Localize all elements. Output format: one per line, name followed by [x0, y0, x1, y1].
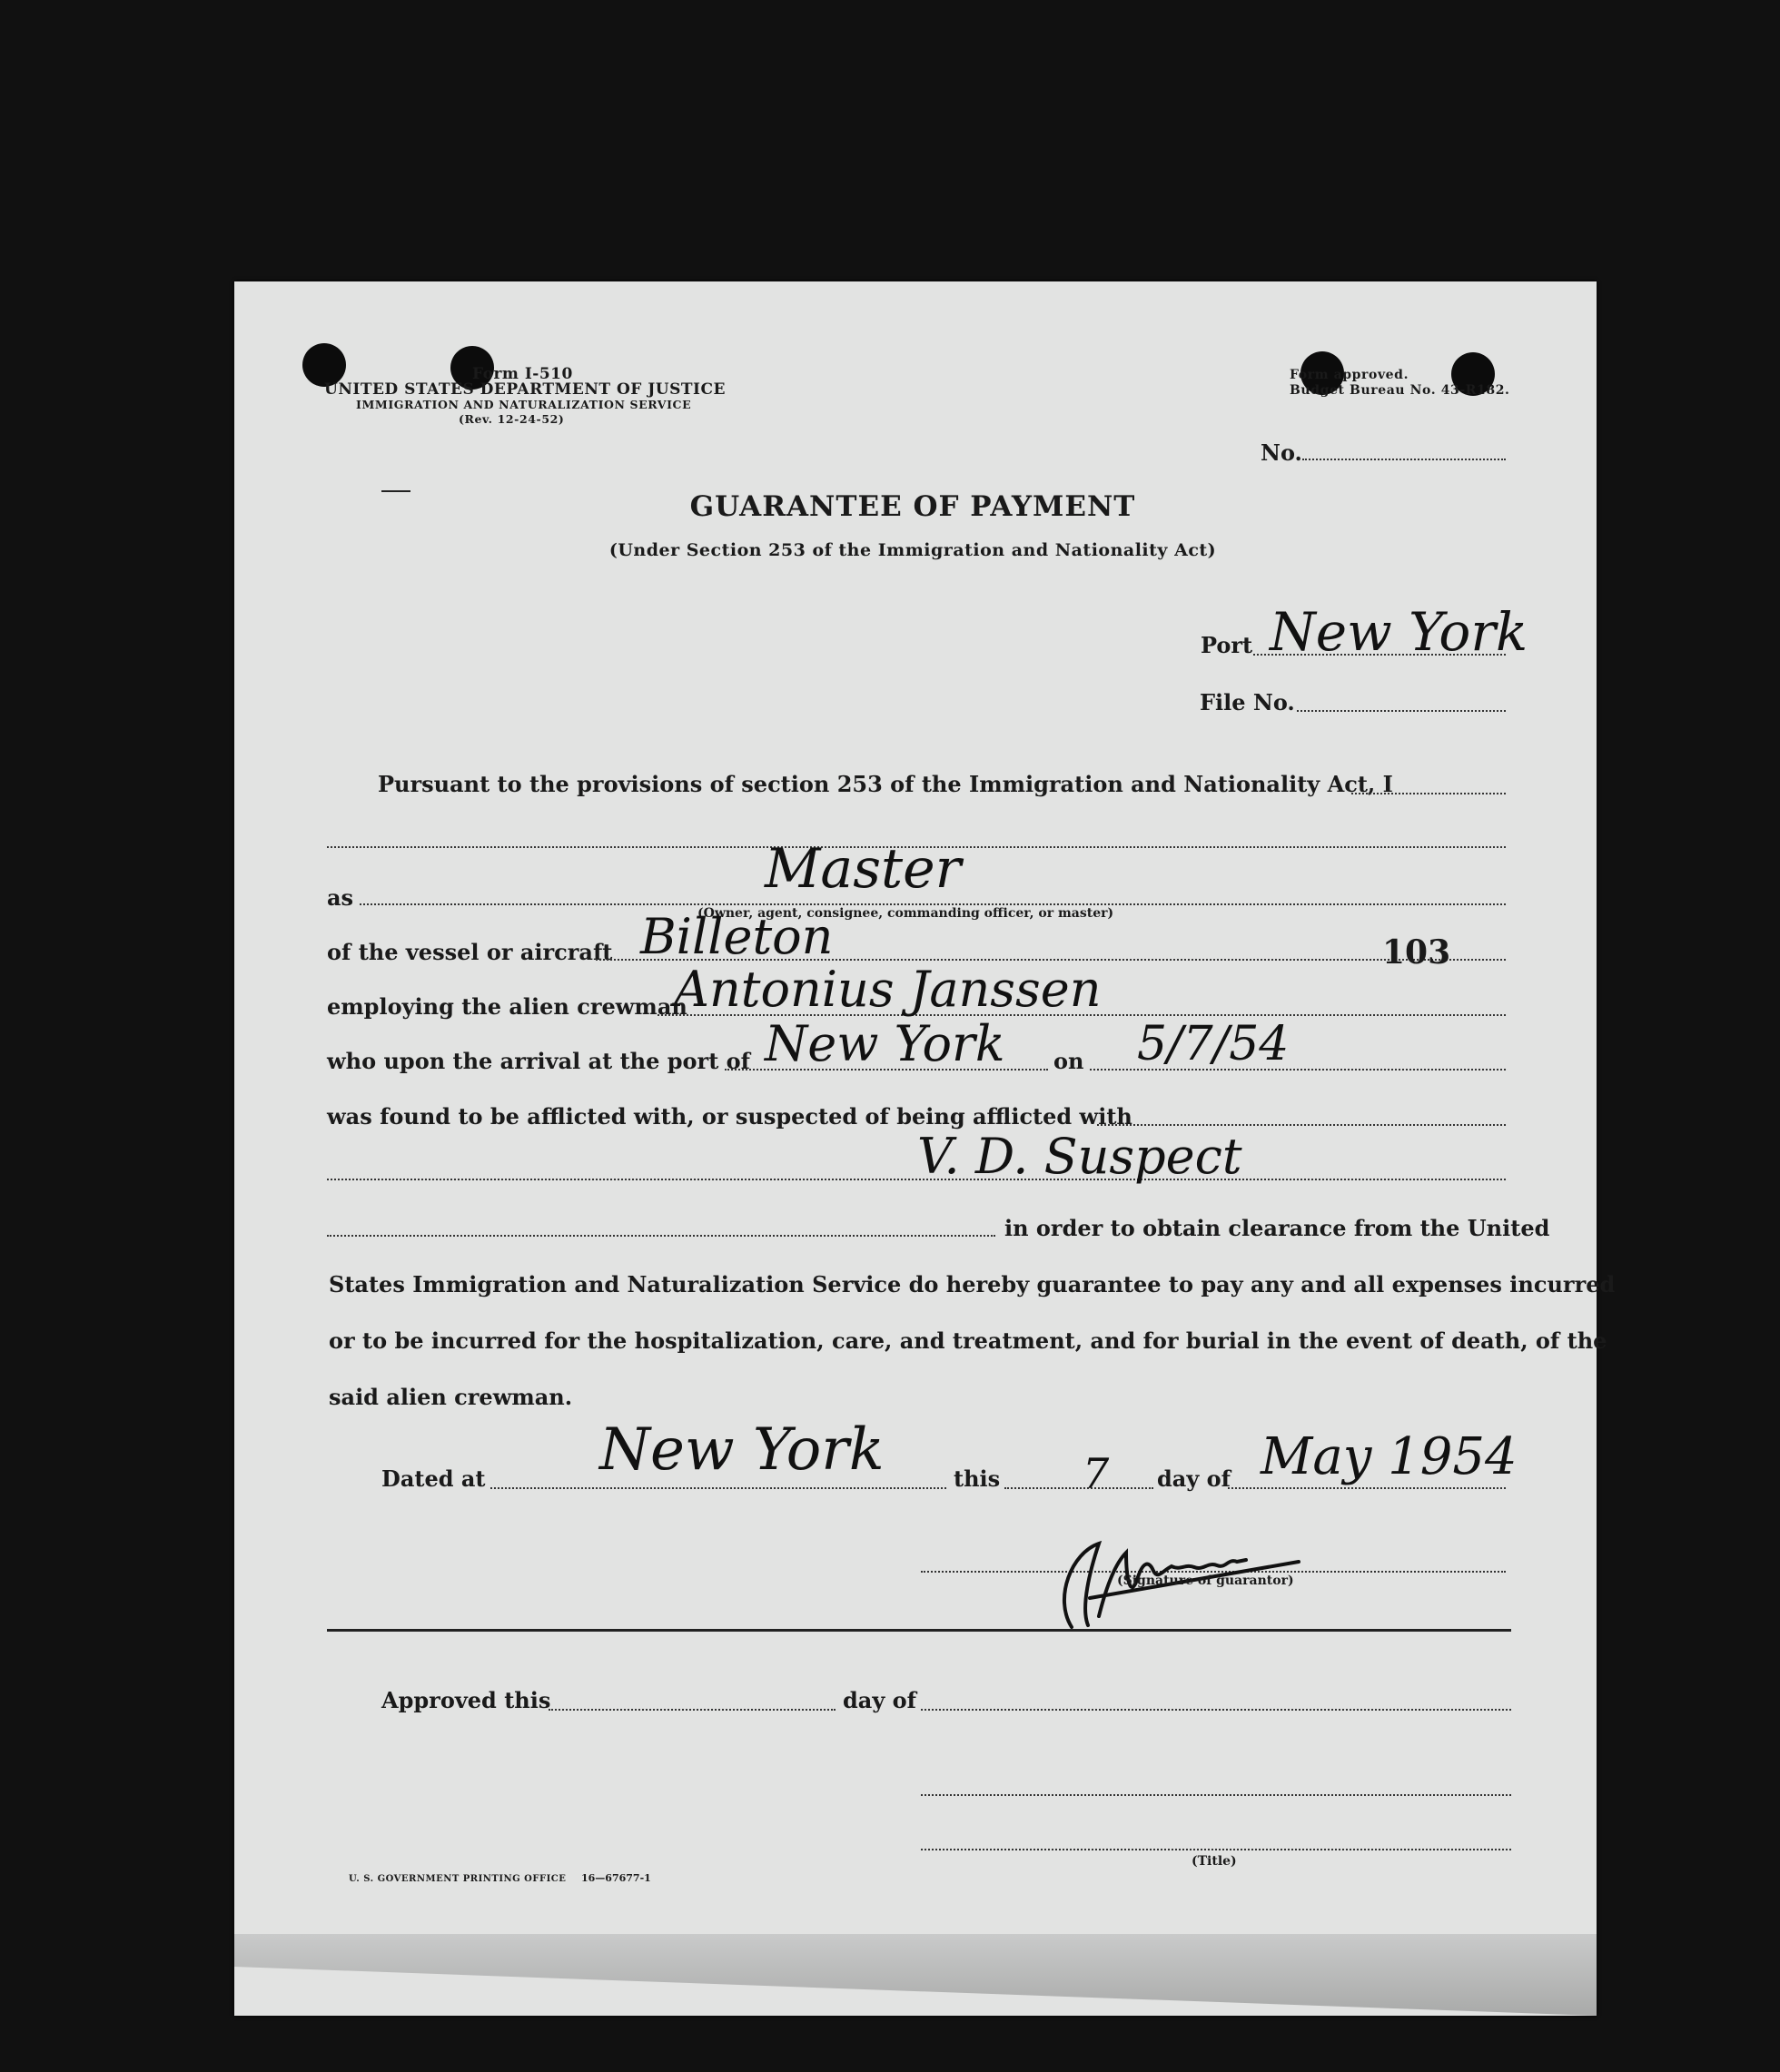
vessel-label: of the vessel or aircraft: [327, 939, 613, 965]
crewman-value: Antonius Janssen: [674, 961, 1102, 1018]
approved-month-field[interactable]: [921, 1709, 1511, 1711]
arrival-date-value: 5/7/54: [1137, 1017, 1290, 1071]
revision-date: (Rev. 12-24-52): [459, 412, 565, 426]
afflicted-label: was found to be afflicted with, or suspected of being afflicted with: [327, 1103, 1132, 1130]
print-code: 16—67677-1: [581, 1872, 651, 1884]
file-no-label: File No.: [1200, 689, 1295, 715]
approver-signature-field[interactable]: [921, 1794, 1511, 1796]
employing-label: employing the alien crewman: [327, 993, 687, 1020]
on-label: on: [1053, 1048, 1084, 1074]
paragraph-line-2: or to be incurred for the hospitalization, care, and treatment, and for burial in the event of death, of the: [329, 1327, 1607, 1354]
port-label: Port: [1201, 632, 1253, 658]
dated-at-label: Dated at: [381, 1465, 486, 1492]
as-value: Master: [765, 837, 962, 901]
dated-place-field[interactable]: [490, 1487, 946, 1489]
service-name: IMMIGRATION AND NATURALIZATION SERVICE: [356, 398, 692, 411]
affliction-field[interactable]: [327, 1179, 1506, 1180]
form-number: Form I-510: [472, 365, 573, 383]
affliction-field-2[interactable]: [327, 1235, 995, 1237]
approved-day-of-label: day of: [843, 1687, 916, 1713]
no-field[interactable]: [1302, 459, 1506, 460]
afflicted-field[interactable]: [1097, 1124, 1506, 1126]
approved-this-label: Approved this: [381, 1687, 551, 1713]
clearance-text: in order to obtain clearance from the United: [1004, 1215, 1550, 1241]
printer-credit: U. S. GOVERNMENT PRINTING OFFICE: [349, 1874, 567, 1884]
paragraph-line-3: said alien crewman.: [329, 1384, 573, 1410]
signature-caption: (Signature of guarantor): [1117, 1574, 1294, 1588]
port-value: New York: [1270, 601, 1528, 663]
pursuant-text: Pursuant to the provisions of section 253 of the Immigration and Nationality Act, I: [378, 771, 1393, 797]
section-divider: [327, 1629, 1511, 1632]
approval-line2: Budget Bureau No. 43-R182.: [1290, 383, 1510, 398]
approved-day-field[interactable]: [549, 1709, 836, 1711]
approval-line1: Form approved.: [1290, 368, 1409, 382]
approver-title-field[interactable]: [921, 1849, 1511, 1850]
paragraph-line-1: States Immigration and Naturalization Service do hereby guarantee to pay any and all expenses incurred: [329, 1271, 1616, 1297]
title-caption: (Title): [1192, 1854, 1237, 1869]
this-label: this: [954, 1465, 1001, 1492]
vessel-number: 103: [1382, 933, 1451, 972]
as-label: as: [327, 884, 354, 911]
dated-place-value: New York: [599, 1416, 885, 1484]
arrival-label: who upon the arrival at the port of: [327, 1048, 750, 1074]
page-title: GUARANTEE OF PAYMENT: [689, 490, 1136, 523]
file-no-field[interactable]: [1297, 710, 1506, 712]
guarantor-name-field[interactable]: [1351, 793, 1506, 794]
month-year-value: May 1954: [1261, 1427, 1518, 1486]
page-subtitle: (Under Section 253 of the Immigration and Nationality Act): [608, 540, 1217, 560]
month-year-field[interactable]: [1228, 1487, 1506, 1489]
affliction-value: V. D. Suspect: [917, 1128, 1242, 1185]
day-value: 7: [1083, 1449, 1110, 1498]
day-field[interactable]: [1004, 1487, 1153, 1489]
as-field[interactable]: [360, 903, 1506, 905]
vessel-value: Billeton: [640, 908, 834, 965]
no-label: No.: [1261, 439, 1302, 466]
day-of-label: day of: [1157, 1465, 1231, 1492]
arrival-port-value: New York: [765, 1015, 1005, 1072]
as-caption: (Owner, agent, consignee, commanding officer, or master): [697, 906, 1114, 921]
department-name: UNITED STATES DEPARTMENT OF JUSTICE: [324, 380, 726, 399]
